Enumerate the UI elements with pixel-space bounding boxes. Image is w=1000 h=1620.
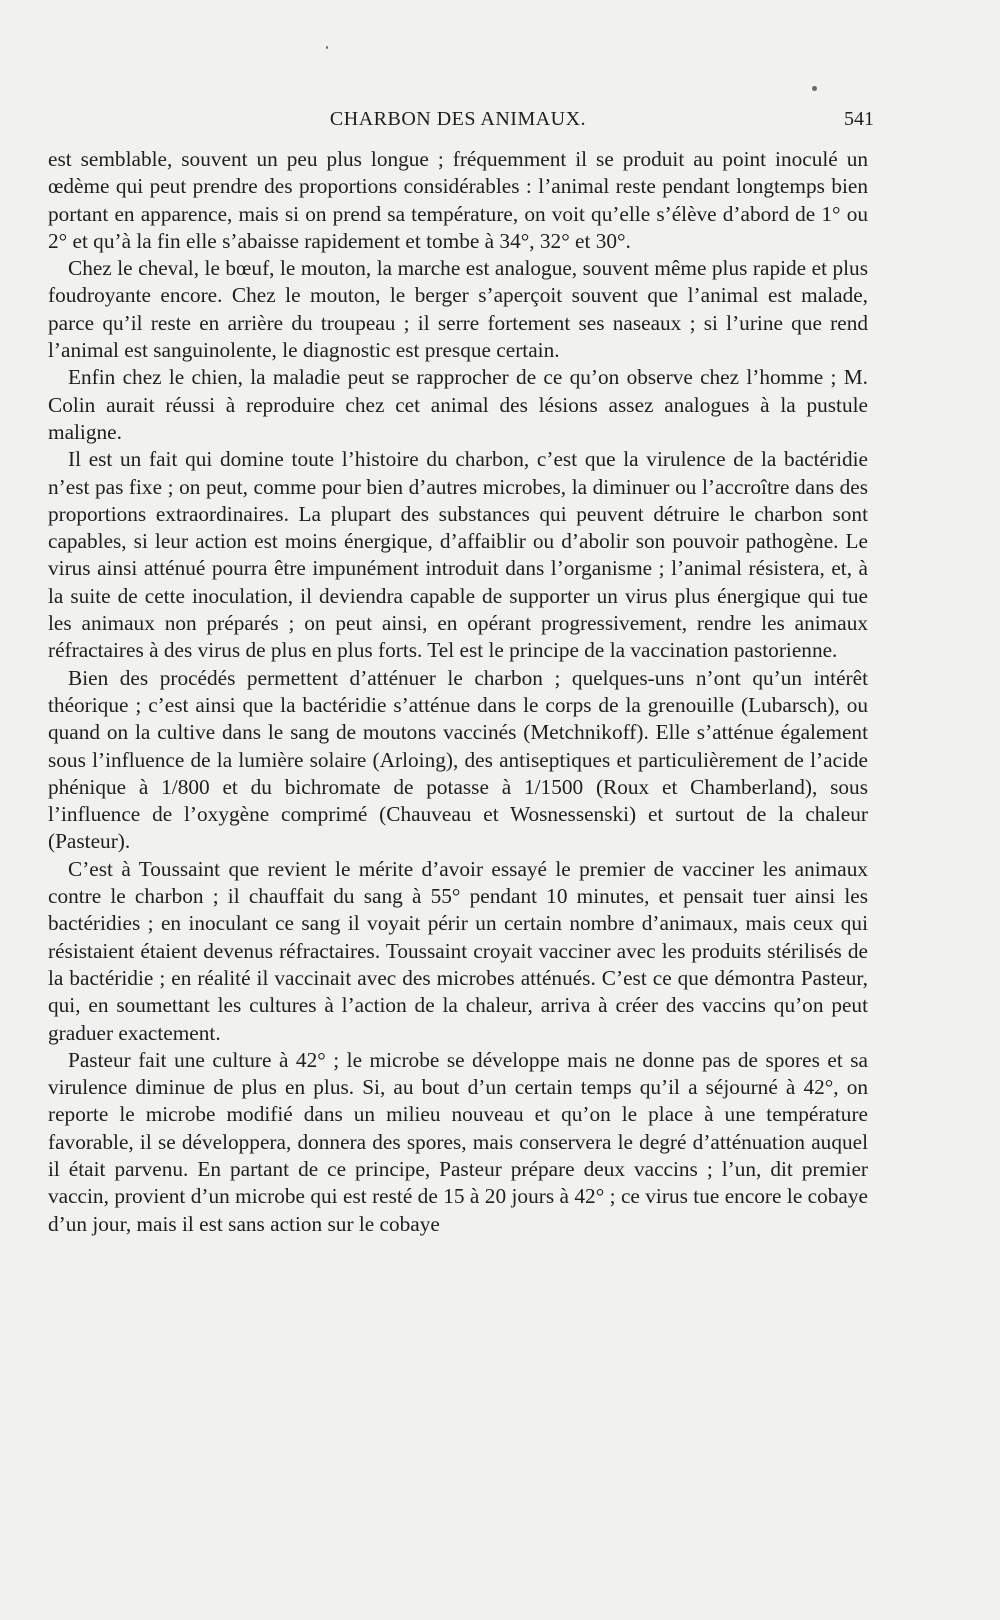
paragraph: Bien des procédés permettent d’atténuer le charbon ; quelques-uns n’ont qu’un intérêt théorique ; c’est ainsi que la bactéridie s’atténue dans le corps de la grenouille (Lubarsch), ou quand on la cultive dans le sang de moutons vaccinés (Metchnikoff). Elle s’atténue également sous l’influence de la lumière solaire (Arloing), des antiseptiques et particulièrement de l’acide phénique à 1/800 et du bichromate de potasse à 1/1500 (Roux et Chamberland), sous l’influence de l’oxygène comprimé (Chauveau et Wosnessenski) et surtout de la chaleur (Pasteur). bbox=[48, 665, 868, 854]
print-speck bbox=[326, 46, 328, 49]
paragraph: est semblable, souvent un peu plus longue ; fréquemment il se produit au point inoculé un œdème qui peut prendre des proportions considérables : l’animal reste pendant longtemps bien portant en apparence, mais si on prend sa température, on voit qu’elle s’élève d’abord de 1° ou 2° et qu’à la fin elle s’abaisse rapidement et tombe à 34°, 32° et 30°. bbox=[48, 147, 868, 253]
paragraph: Il est un fait qui domine toute l’histoire du charbon, c’est que la virulence de la bactéridie n’est pas fixe ; on peut, comme pour bien d’autres microbes, la diminuer ou l’accroître dans des proportions extraordinaires. La plupart des substances qui peuvent détruire le charbon sont capables, si leur action est moins énergique, d’affaiblir ou d’abolir son pouvoir pathogène. Le virus ainsi atténué pourra être impunément introduit dans l’organisme ; l’animal résistera, et, à la suite de cette inoculation, il deviendra capable de supporter un virus plus énergique qui tue les animaux non préparés ; on peut ainsi, en opérant progressivement, rendre les animaux réfractaires à des virus de plus en plus forts. Tel est le principe de la vaccination pastorienne. bbox=[48, 447, 868, 663]
paragraph: Pasteur fait une culture à 42° ; le microbe se développe mais ne donne pas de spores et sa virulence diminue de plus en plus. Si, au bout d’un certain temps qu’il a séjourné à 42°, on reporte le microbe modifié dans un milieu nouveau et qu’on le place à une température favorable, il se développera, donnera des spores, mais conservera le degré d’atténuation auquel il était parvenu. En partant de ce principe, Pasteur prépare deux vaccins ; l’un, dit premier vaccin, provient d’un microbe qui est resté de 15 à 20 jours à 42° ; ce virus tue encore le cobaye d’un jour, mais il est sans action sur le cobaye bbox=[48, 1047, 868, 1236]
paragraph: C’est à Toussaint que revient le mérite d’avoir essayé le premier de vacciner les animaux contre le charbon ; il chauffait du sang à 55° pendant 10 minutes, et pensait tuer ainsi les bactéridies ; en inoculant ce sang il voyait périr un certain nombre d’animaux, mais ceux qui résistaient étaient devenus réfractaires. Toussaint croyait vacciner avec les produits stérilisés de la bactéridie ; en réalité il vaccinait avec des microbes atténués. C’est ce que démontra Pasteur, qui, en soumettant les cultures à l’action de la chaleur, arriva à créer des vaccins qu’on peut graduer exactement. bbox=[48, 856, 868, 1045]
body-text bbox=[48, 146, 868, 1238]
print-speck bbox=[812, 86, 817, 91]
running-title: CHARBON DES ANIMAUX. bbox=[329, 108, 587, 130]
page-number: 541 bbox=[844, 108, 874, 130]
paragraph: Enfin chez le chien, la maladie peut se rapprocher de ce qu’on observe chez l’homme ; M. Colin aurait réussi à reproduire chez cet animal des lésions assez analogues à la pustule maligne. bbox=[48, 365, 868, 444]
page-header bbox=[48, 108, 874, 138]
paragraph: Chez le cheval, le bœuf, le mouton, la marche est analogue, souvent même plus rapide et plus foudroyante encore. Chez le mouton, le berger s’aperçoit souvent que l’animal est malade, parce qu’il reste en arrière du troupeau ; il serre fortement ses naseaux ; si l’urine que rend l’animal est sanguinolente, le diagnostic est presque certain. bbox=[48, 256, 868, 363]
